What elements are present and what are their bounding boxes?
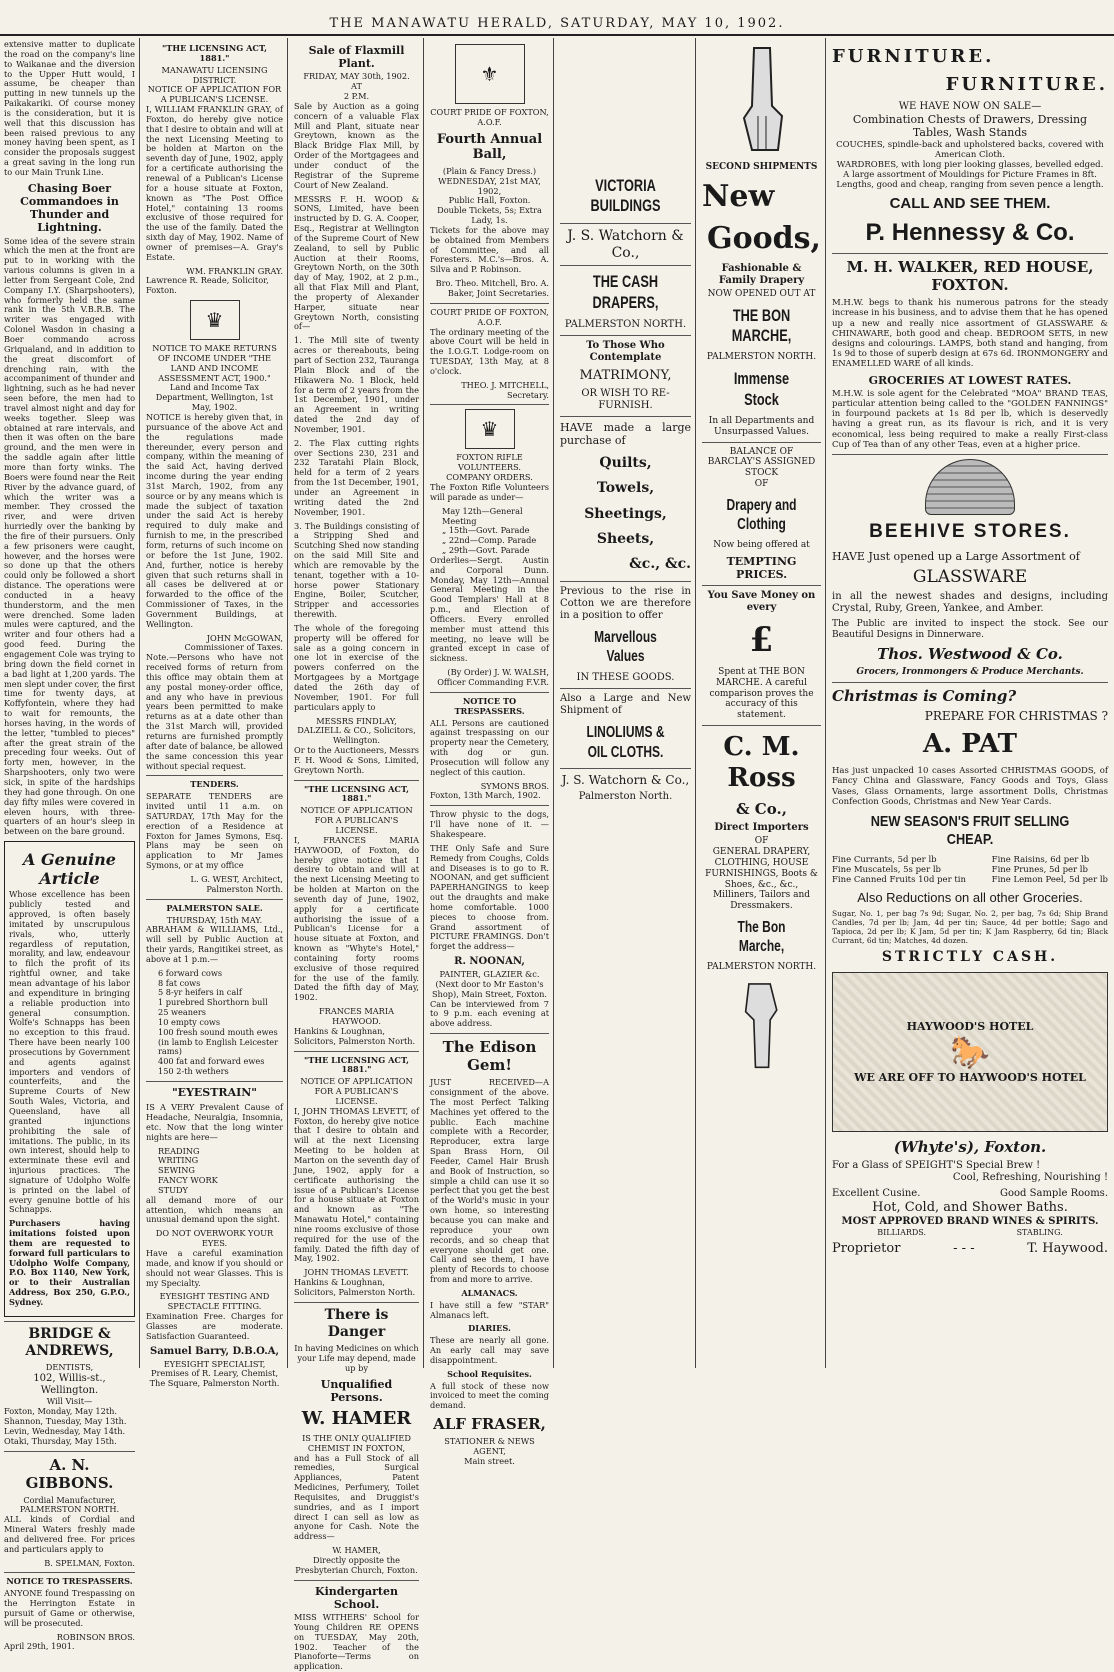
vb-goods: IN THESE GOODS. [576, 672, 675, 684]
vb-also: Also a Large and New Shipment of [560, 693, 691, 717]
price-line: Fine Raisins, 6d per lb [991, 855, 1090, 866]
pointing-hand-icon [702, 979, 821, 1069]
licensing-solicitor: Lawrence R. Reade, Solicitor, Foxton. [146, 275, 269, 296]
school-title: School Requisites. [447, 1368, 532, 1379]
bm-new: New [702, 178, 775, 214]
furniture-sale: WE HAVE NOW ON SALE— [898, 101, 1042, 113]
bm-departments: In all Departments and Unsurpassed Values. [708, 415, 815, 437]
list-item: Sheetings, [584, 505, 667, 522]
vb-name: J. S. Watchorn & Co., [567, 227, 684, 261]
bm-of: OF [754, 478, 769, 489]
illustration-sign: HAYWOOD'S HOTEL [906, 1019, 1034, 1033]
genuine-article-ad [4, 841, 135, 1317]
hamer-address: Directly opposite the Presbyterian Church, Foxton. [295, 1555, 418, 1575]
whytes-title: (Whyte's), Foxton. [893, 1137, 1047, 1156]
eyestrain-warning: DO NOT OVERWORK YOUR EYES. [155, 1228, 274, 1249]
schedule-line: Levin, Wednesday, May 14th. [4, 1425, 126, 1436]
gibbons-title: A. N. GIBBONS. [25, 1455, 114, 1492]
school-body: A full stock of these now invoiced to meet the coming demand. [430, 1380, 549, 1411]
vb-marvellous: Marvellous Values [594, 629, 657, 666]
list-item: 25 weaners [158, 1007, 206, 1018]
licensing2-body: I, FRANCES MARIA HAYWOOD, of Foxton, do hereby give notice that I desire to obtain and will at the next Licensing Meeting to be holden at Marton on the seventh day of June, 1902, apply for a certificate authorising the issue of a Publican's License for a house situate at Foxton, and known as "Whyte's Hotel," containing forty rooms exclusive of those required for the use of the family. Dated the fifth day of May, 1902. [294, 834, 419, 1003]
dentist-title: BRIDGE & ANDREWS, [25, 1325, 114, 1359]
ball-title: Fourth Annual Ball, [436, 131, 543, 163]
licensing3-notice: NOTICE OF APPLICATION FOR A PUBLICAN'S LICENSE. [300, 1076, 413, 1106]
trespass-date: April 29th, 1901. [4, 1641, 75, 1652]
trespass-body: ANYONE found Trespassing on the Herrington Estate in pursuit of Game or otherwise, will be prosecuted. [4, 1588, 135, 1628]
licensing-title: "THE LICENSING ACT, 1881." [162, 43, 267, 63]
hamer-sub: IS THE ONLY QUALIFIED CHEMIST IN FOXTON, [302, 1432, 411, 1453]
flax-body: Sale by Auction as a going concern of a valuable Flax Mill and Plant, situate near Greytown, known as the Black Bridge Flax Mill, by Order of the Mortgagees and under conduct of the Registrar of the Supreme Court of New Zealand. [294, 100, 419, 190]
furniture-mouldings: A large assortment of Mouldings for Picture Frames in 8ft. Lengths, good and cheap, ranging from seven pence a length. [836, 170, 1104, 191]
pound-icon: £ [749, 620, 774, 661]
gibbons-body: ALL kinds of Cordial and Mineral Waters freshly made and delivered free. For prices and particulars apply to [4, 1514, 135, 1554]
eyestrain-list [146, 1147, 283, 1196]
column-3 [290, 38, 424, 1672]
list-item: 10 empty cows [158, 1016, 221, 1027]
tax-body: NOTICE is hereby given that, in pursuance of the above Act and the regulations made thereunder, every person and company, within the meaning of the said Act, having derived income during the year ending 31st March, 1902, from any source or by any means which is made the subject of taxation under the said Act is hereby required to duly make and furnish to me, in the prescribed form, returns of such income on or before the 1st June, 1902. And, further, notice is hereby given that such returns shall in all cases be delivered at or forwarded to the office of the Commissioner of Taxes, in the Government Buildings, at Wellington. [146, 412, 283, 629]
proprietor-label: Proprietor [832, 1241, 901, 1257]
licensing-district: MANAWATU LICENSING DISTRICT. [161, 64, 268, 85]
sale-body: ABRAHAM & WILLIAMS, Ltd., will sell by Public Auction at their yards, Rangitikei street, as above at 1 p.m.— [146, 924, 283, 964]
eyestrain-body: IS A VERY Prevalent Cause of Headache, Neuralgia, Insomnia, etc. Now that the long winter nights are here— [146, 1102, 283, 1142]
pointing-hand-icon [702, 46, 821, 156]
noonan-body: THE Only Safe and Sure Remedy from Coughs, Colds and Diseases is to go to R. NOONAN, and get sufficient PAPERHANGINGS to keep out the draughts and make home comfortable. 1000 pieces to choose from. Grand assortment of PICTURE FRAMINGS. Don't forget the address— [430, 842, 549, 952]
ball-place: Public Hall, Foxton. [448, 195, 531, 206]
groceries-body: M.H.W. is sole agent for the Celebrated "MOA" BRAND TEAS, particular attention being called to the "GOLDEN FANNINGS" in fourpound packets at 1s 8d per lb, which is deservedly having a great run, as its flavour is rich, and it is very economical, less being required to make a really First-class Cup of Tea than of any other Teas, even at a higher price. [832, 388, 1108, 450]
sale-items [146, 969, 283, 1077]
licensing2-solicitor: Hankins & Loughnan, Solicitors, Palmerston North. [294, 1025, 416, 1046]
licensing-body: I, WILLIAM FRANKLIN GRAY, of Foxton, do hereby give notice that I desire to obtain and will at the next Licensing Meeting to be holden at Marton on the seventh day of June, 1902, apply for a certificate authorising the renewal of a Publican's License for a house situate at Foxton, known as "The Post Office Hotel," containing 13 rooms exclusive of those required for the use of the family. Dated the sixth day of May, 1902. Name of owner of premises—A. Gray's Estate. [146, 104, 283, 262]
whytes-glass: For a Glass of SPEIGHT'S Special Brew ! [832, 1159, 1041, 1171]
whytes-brand: MOST APPROVED BRAND WINES & SPIRITS. [841, 1215, 1099, 1227]
licensing3-title: "THE LICENSING ACT, 1881." [304, 1054, 409, 1075]
whytes-baths: Hot, Cold, and Shower Baths. [872, 1199, 1068, 1215]
sale-date: THURSDAY, 15th MAY. [166, 914, 263, 925]
vb-previous: Previous to the rise in Cotton we are therefore in a position to offer [560, 586, 691, 622]
vb-items [560, 451, 691, 577]
ad-title: A Genuine Article [23, 850, 116, 889]
list-item: 5 8-yr heifers in calf [158, 987, 242, 998]
licensing3-signature: JOHN THOMAS LEVETT. [304, 1267, 409, 1278]
bm-place: PALMERSTON NORTH. [706, 352, 817, 363]
price-line: Fine Muscatels, 5s per lb [832, 865, 941, 876]
bm-spent: Spent at THE BON MARCHE. A careful comparison proves the accuracy of this statement. [709, 667, 814, 721]
list-item: SEWING [158, 1165, 195, 1176]
ball-date: WEDNESDAY, 21st MAY, 1902, [438, 175, 541, 196]
dentist-address: 102, Willis-st., Wellington. [33, 1373, 106, 1397]
list-item: Towels, [596, 480, 655, 497]
column-1 [0, 38, 140, 1652]
vb-cash: THE CASH DRAPERS, [592, 272, 659, 312]
ad-body: Whose excellence has been publicly tested and approved, is often basely imitated by unscrupulous rivals, who, utterly regardless of reputation, morality, and law, endeavour to filch the profit of its rightful owner, and take mean advantage of his labor and expenditure in bringing a reliable production into general consumption. Wolfe's Schnapps has been no exception to this fraud. There have been nearly 100 prosecutions by Government and agents against importers and vendors of counterfeits, and the Supreme Courts of New South Wales, Victoria, and Queensland, have all granted injunctions prohibiting the sale of imitations. The public, in its own interest, should help to exterminate these evil and injurious practices. The signature of Udolpho Wolfe is printed on the label of every genuine bottle of his Schnapps. [9, 889, 130, 1215]
list-item: 150 2-th wethers [158, 1066, 229, 1077]
ad-body-bold: Purchasers having imitations foisted upon them are requested to forward full particulars to Udolpho Wolfe Company, P.O. Box 1140, New York, or to their Australian Address, Box 250, G.P.O., Sydney. [9, 1218, 130, 1307]
beehive-public: The Public are invited to inspect the stock. See our Beautiful Designs in Dinnerware. [832, 619, 1108, 641]
flax-body-2: MESSRS F. H. WOOD & SONS, Limited, have been instructed by D. G. A. Cooper, Esq., Registrar at Wellington of the Supreme Court of New Zealand, to sell by Public Auction at their Rooms, Greytown North, on the 30th day of May, 1902, at 2 p.m., all that Flax Mill and Plant, the property of Alexander Harper, situate near Greytown North, consisting of— [294, 193, 419, 332]
licensing2-notice: NOTICE OF APPLICATION FOR A PUBLICAN'S LICENSE. [300, 805, 413, 835]
vb-contemplate: To Those Who Contemplate [586, 340, 665, 364]
hamer-signature: W. HAMER, [332, 1545, 381, 1556]
fraser-address: Main street. [464, 1455, 515, 1466]
court-title: COURT PRIDE OF FOXTON, A.O.F. [430, 107, 549, 127]
whytes-cool: Cool, Refreshing, Nourishing ! [952, 1171, 1108, 1183]
ross-of: OF [754, 836, 769, 847]
royal-crest-icon: ♛ [465, 409, 515, 449]
ross-co: & Co., [736, 800, 787, 819]
ross-place: PALMERSTON NORTH. [706, 962, 817, 973]
bm-balance: BALANCE OF BARCLAY'S ASSIGNED STOCK [707, 446, 816, 479]
bm-fashionable: Fashionable & Family Drapery [718, 262, 805, 286]
column-5 [556, 38, 696, 1368]
ross-title: C. M. Ross [723, 732, 800, 794]
schedule-line: Otaki, Thursday, May 15th. [4, 1435, 117, 1446]
kindergarten-body: MISS WITHERS' School for Young Children RE OPENS on TUESDAY, May 20th, 1902. Teacher of the Pianoforte—Terms on application. [294, 1612, 419, 1672]
tenders-title: TENDERS. [190, 779, 239, 790]
flax-time: 2 P.M. [343, 91, 370, 102]
list-item: 1. The Mill site of twenty acres or thereabouts, being part of Section 232, Tauranga Plain Block and of the Hikawera No. 1 Block, held for a term of 2 years from the 1st December, 1901, under an Agreement in writing dated the 2nd day of November, 1901. [294, 335, 419, 434]
tax-signature: JOHN McGOWAN, Commissioner of Taxes. [184, 632, 283, 653]
furniture-wardrobes: WARDROBES, with long pier looking glasses, bevelled edged. [836, 159, 1104, 170]
whytes-billiards: BILLIARDS. [877, 1227, 927, 1237]
flax-at: AT [351, 81, 362, 92]
trespass2-body: ALL Persons are cautioned against trespassing on our property near the Cemetery, with dog or gun. Prosecution will follow any neglect of this caution. [430, 717, 549, 777]
fruit-prices [832, 855, 1108, 886]
flax-title: Sale of Flaxmill Plant. [308, 44, 405, 71]
barry-address: Premises of R. Leary, Chemist, The Square, Palmerston North. [149, 1368, 280, 1389]
whytes-stabling: STABLING. [1016, 1227, 1063, 1237]
bm-name: THE BON MARCHE, [731, 305, 792, 345]
whytes-cuisine: Excellent Cusine. [832, 1187, 921, 1199]
trespass2-date: Foxton, 13th March, 1902. [430, 790, 541, 801]
beehive-title: BEEHIVE STORES. [869, 520, 1071, 542]
court2-title: COURT PRIDE OF FOXTON, A.O.F. [430, 306, 549, 327]
danger-bold: Unqualified Persons. [320, 1377, 393, 1405]
furniture-couches: COUCHES, spindle-back and upholstered backs, covered with American Cloth. [836, 139, 1104, 160]
royal-crest-icon: ♛ [190, 300, 240, 340]
list-item: Quilts, [599, 455, 652, 472]
vb-or: OR WISH TO RE-FURNISH. [581, 387, 670, 411]
eyestrain-body-3: Have a careful examination made, and know if you should or should not wear Glasses. This is my Specialty. [146, 1248, 283, 1288]
vb-signature: J. S. Watchorn & Co., [561, 772, 690, 787]
xmas-title: Christmas is Coming? [832, 686, 1017, 705]
trespass2-signature: SYMONS BROS. [480, 780, 549, 791]
flax-signature: MESSRS FINDLAY, DALZIELL & CO., Solicitors, Wellington. [297, 715, 416, 746]
vb-linoliums: LINOLIUMS & OIL CLOTHS. [586, 724, 665, 761]
gibbons-sub: Cordial Manufacturer, PALMERSTON NORTH. [19, 1494, 120, 1515]
list-item: 400 fat and forward ewes [158, 1056, 265, 1067]
illustration-caption: WE ARE OFF TO HAYWOOD'S HOTEL [854, 1071, 1086, 1085]
licensing3-solicitor: Hankins & Loughnan, Solicitors, Palmerston North. [294, 1277, 416, 1297]
bm-stock: Immense Stock [733, 369, 790, 409]
fraser-title: ALF FRASER, [433, 1415, 546, 1434]
beehive-body: HAVE Just opened up a Large Assortment of [832, 549, 1080, 563]
furniture-title: FURNITURE. [832, 46, 995, 67]
rifle-sub: COMPANY ORDERS. [446, 472, 533, 483]
danger-title: There is Danger [324, 1306, 389, 1340]
ball-signature: Bro. Theo. Mitchell, Bro. A. Baker, Joint Secretaries. [435, 278, 549, 298]
westwood-sub: Grocers, Ironmongers & Produce Merchants. [856, 666, 1084, 677]
vb-matrimony: MATRIMONY, [579, 368, 672, 384]
bm-drapery: Drapery and Clothing [726, 496, 797, 533]
barry-title: Samuel Barry, D.B.O.A, [149, 1345, 280, 1357]
quote: Throw physic to the dogs, I'll have none of it. —Shakespeare. [430, 809, 549, 839]
walker-title: M. H. WALKER, RED HOUSE, FOXTON. [846, 258, 1094, 295]
vb-signature-place: Palmerston North. [578, 791, 673, 803]
beehive-icon [925, 459, 1015, 515]
noonan-title: R. NOONAN, [454, 956, 525, 968]
hamer-body: and has a Full Stock of all remedies, Surgical Appliances, Patent Medicines, Perfumery, Toilet Requisites, and Druggist's sundries, and as I import direct I can sell as low as anyone for Cash. Note the address— [294, 1452, 419, 1542]
dentist-visit: Will Visit— [46, 1396, 93, 1407]
list-item: „ 22nd—Comp. Parade [442, 535, 537, 546]
tax-title: NOTICE TO MAKE RETURNS OF INCOME UNDER "THE LAND AND INCOME ASSESSMENT ACT, 1900." [152, 343, 277, 383]
price-line: Fine Canned Fruits 10d per tin [832, 875, 966, 886]
trespass-signature: ROBINSON BROS. [56, 1631, 135, 1642]
bm-save: You Save Money on every [707, 590, 816, 614]
eyestrain-body-2: all demand more of our attention, which means an unusual demand upon the sight. [146, 1194, 283, 1225]
beehive-desc: in all the newest shades and designs, including Crystal, Ruby, Green, Yankee, and Amber. [832, 591, 1108, 615]
vb-have: HAVE made a large purchase of [560, 420, 691, 447]
ball-sub: (Plain & Fancy Dress.) [442, 165, 537, 176]
ross-bonmarche: The Bon Marche, [737, 919, 786, 956]
bm-offered: Now being offered at [713, 540, 810, 551]
hennessy-title: P. Hennessy & Co. [865, 218, 1075, 246]
whytes-features [832, 1188, 1108, 1200]
list-item: „ 15th—Govt. Parade [442, 525, 530, 536]
column-6 [698, 38, 826, 1368]
list-item: &c., &c. [629, 555, 691, 572]
hamer-title: W. HAMER [301, 1408, 412, 1430]
bm-goods: Goods, [707, 220, 821, 256]
list-item: 8 fat cows [158, 977, 201, 988]
cash-title: STRICTLY CASH. [881, 949, 1059, 966]
reductions-title: Also Reductions on all other Groceries. [857, 889, 1083, 905]
noonan-sub: PAINTER, GLAZIER &c. [439, 969, 540, 980]
licensing2-signature: FRANCES MARIA HAYWOOD. [319, 1006, 394, 1026]
vb-title: VICTORIA BUILDINGS [590, 176, 661, 216]
proprietor-dash: - - - [953, 1241, 975, 1257]
ball-body: Tickets for the above may be obtained from Members of Committee, and all Foresters. M.C.'s—Bros. A. Silva and P. Robinson. [430, 224, 549, 275]
edison-title: The Edison Gem! [442, 1038, 537, 1075]
article-intro: extensive matter to duplicate the road on the company's line to Waikanae and the diversion to the Upper Hutt would, I assume, be cheaper than putting in new tunnels up the Paikakariki. Of course money is the consideration, but it is well that this discussion has been raised previous to any money having been spent, as I consider the proposals suggest a great saving in the long run to our Main Trunk Line. [4, 39, 135, 177]
noonan-address: (Next door to Mr Easton's Shop), Main Street, Foxton. [431, 978, 548, 999]
flax-body-3: The whole of the foregoing property will be offered for sale as a going concern in one lot in exercise of the powers conferred on the Mortgagees by a Mortgage dated the 26th day of November, 1901. For full particulars apply to [294, 622, 419, 712]
tax-note: Note.—Persons who have not received forms of return from this office may obtain them at any postal money-order office, and any who have in previous years been permitted to make returns as at a date other than the 31st March will, provided returns are furnished promptly after date of balance, be allowed the same concession this year without special request. [146, 652, 283, 771]
groceries-title: GROCERIES AT LOWEST RATES. [868, 373, 1072, 387]
almanac-title: ALMANACS. [461, 1287, 518, 1298]
list-item: 3. The Buildings consisting of a Stripping Shed and Scutching Shed now standing on the said Mill Site and which are removable by the tenant, together with a 10-horse power Stationary Engine, Boiler, Scutcher, Stripper and accessories therewith. [294, 520, 419, 620]
tenders-body: SEPARATE TENDERS are invited until 11 a.m. on SATURDAY, 17th May for the erection of a Residence at Foxton for James Symons, Esq. Plans may be seen on application to Mr James Symons, or at my office [146, 791, 283, 871]
list-item: Sheets, [596, 530, 655, 547]
court2-signature: THEO. J. MITCHELL, Secretary. [461, 379, 549, 400]
list-item: FANCY WORK [158, 1175, 218, 1186]
masthead: THE MANAWATU HERALD, SATURDAY, MAY 10, 1902. [0, 0, 1114, 36]
diaries-title: DIARIES. [468, 1323, 511, 1334]
list-item: 100 fresh sound mouth ewes (in lamb to English Leicester rams) [158, 1026, 279, 1057]
tenders-signature: L. G. WEST, Architect, Palmerston North. [190, 873, 283, 894]
fraser-sub: STATIONER & NEWS AGENT, [444, 1436, 535, 1456]
danger-body: In having Medicines on which your Life may depend, made up by [294, 1343, 419, 1374]
bm-open: NOW OPENED OUT AT [707, 288, 816, 299]
bm-shipments: SECOND SHIPMENTS [705, 162, 818, 172]
rifle-title: FOXTON RIFLE VOLUNTEERS. [456, 452, 523, 473]
walker-body: M.H.W. begs to thank his numerous patrons for the steady increase in his business, and to advise them that he has opened up a new and really nice assortment of GLASSWARE & CHINAWARE, both good and cheap. BEDROOM SETS, in new designs and colourings. LAMPS, both stand and hanging, from 1s 9d to those of superb design at 67s 6d. IRONMONGERY and ENAMELLED WARE of all kinds. [832, 298, 1108, 370]
eyestrain-specialty: EYESIGHT TESTING AND SPECTACLE FITTING. [159, 1291, 270, 1312]
pat-title: A. PAT [922, 729, 1018, 760]
eyestrain-body-4: Examination Free. Charges for Glasses are moderate. Satisfaction Guaranteed. [146, 1311, 283, 1341]
rifle-list [430, 507, 549, 556]
licensing3-body: I, JOHN THOMAS LEVETT, of Foxton, do hereby give notice that I desire to obtain and will at the next Licensing Meeting to be holden at Marton on the seventh day of June, 1902, apply for a certificate authorising the issue of a Publican's License for a house situate at Foxton and known as "The Manawatu Hotel," containing nine rooms exclusive of those required for the use of the family. Dated the fifth day of May, 1902. [294, 1105, 419, 1264]
whytes-rooms: Good Sample Rooms. [1000, 1187, 1108, 1199]
price-line: Fine Prunes, 5d per lb [991, 865, 1088, 876]
court2-body: The ordinary meeting of the above Court will be held in the I.O.G.T. Lodge-room on TUESDAY, 13th May, at 8 o'clock. [430, 326, 549, 376]
ross-body: GENERAL DRAPERY, CLOTHING, HOUSE FURNISHINGS, Boots & Shoes, &c., &c., Milliners, Tailors and Dressmakers. [705, 847, 818, 912]
article-title: Chasing Boer Commandoes in Thunder and Lightning. [20, 181, 119, 235]
dentist-schedule [4, 1407, 135, 1446]
whytes-proprietor [832, 1241, 1108, 1257]
article-body: Some idea of the severe strain which the men at the front are put to in working with the various columns is given in a letter from Sergeant Cole, 2nd Company I.Y. (Sharpshooters), who formerly held the same rank in the 5th V.B.R.B. The writer was engaged with Colonel Wasdon in chasing a Boer commando across Griqualand, and in addition to the great discomfort of drenching rain, with the accompaniment of thunder and lightning, such as he had never seen before, the men had to travel almost night and day for weeks together. Sleep was obtained at rare intervals, and then it was often on the bare ground, and the men were in the saddle again after little more than forty winks. The Boers were found near the Reit River by the advance guard, of which the writer was a member. They crossed the river, and were driven hurriedly over the banking by the fire of their pursuers. Only a few prisoners were caught, however, and the horses were so done up that the others could only be followed a short distance. The operations were conducted in a heavy thunderstorm, and the men were drenched. Some laden mules were captured, and the writer and four others had a good feed. During the engagement Cole was trying to bring down the field cornet in a bad light at 1,200 yards. The men slept under cover, the first time for twenty days, at Koffyfontein, where they had to wait for remounts, the horses having, in the words of the letter, "tumbled to pieces" after the great strain of the preceding four weeks. Out of forty men, however, in the Sharpshooters, only two were sick, in spite of the hardships they had gone through. On one day fifty miles were covered in eleven hours, with three-quarters of an hour's sleep in between on the bare ground. [4, 235, 135, 837]
trespass2-title: NOTICE TO TRESPASSERS. [454, 695, 525, 716]
proprietor-name: T. Haywood. [1027, 1241, 1108, 1257]
flax-date: FRIDAY, MAY 30th, 1902. [303, 71, 410, 82]
price-line: Fine Lemon Peel, 5d per lb [991, 875, 1108, 886]
edison-body: JUST RECEIVED—A consignment of the above. The most Perfect Talking Machines yet offered to the public. Each machine complete with a Recorder, Reproducer, extra large Span Brass Horn, Oil Feeder, Camel Hair Brush and Book of Instruction, so simple a child can use it so perfect that you get the best of the World's music in your own home, so interesting because you can make and reproduce your own records, and so cheap that everyone should get one. Call and see them, I have plenty of Records to choose from and more to arrive. [430, 1077, 549, 1285]
westwood-title: Thos. Westwood & Co. [877, 644, 1063, 663]
gibbons-signature: B. SPELMAN, Foxton. [44, 1557, 135, 1568]
list-item: May 12th—General Meeting [442, 505, 523, 526]
trespass-title: NOTICE TO TRESPASSERS. [6, 1576, 133, 1587]
reductions-body: Sugar, No. 1, per bag 7s 9d; Sugar, No. 2, per bag, 7s 6d; Ship Brand Candles, 7d per lb; Jam, 4d per tin; Sauce, 4d per bottle; Sago and Tapioca, 2d per lb; K Jam, 5d per tin; K Jam Raspberry, 6d tin; Black Currant, 6d tin; Matches, 4d dozen. [832, 909, 1108, 946]
whytes-amenities [832, 1228, 1108, 1238]
list-item: STUDY [158, 1184, 188, 1195]
bm-tempting: TEMPTING PRICES. [726, 554, 797, 582]
dentist-sub: DENTISTS, [45, 1362, 94, 1373]
xmas-prepare: PREPARE FOR CHRISTMAS ? [924, 708, 1108, 723]
list-item: „ 29th—Govt. Parade [442, 545, 530, 556]
diaries-body: These are nearly all gone. An early call may save disappointment. [430, 1335, 549, 1365]
barry-sub: EYESIGHT SPECIALIST, [163, 1358, 266, 1369]
furniture-call: CALL AND SEE THEM. [889, 194, 1051, 212]
sale-title: PALMERSTON SALE. [166, 902, 263, 913]
price-line: Fine Currants, 5d per lb [832, 855, 937, 866]
list-item: WRITING [158, 1155, 199, 1166]
licensing-notice: NOTICE OF APPLICATION FOR A PUBLICAN'S LICENSE. [147, 84, 282, 105]
rifle-signature: (By Order) J. W. WALSH, Officer Commanding F.V.R. [437, 667, 549, 687]
list-item: 6 forward cows [158, 967, 223, 978]
flax-signature-2: Or to the Auctioneers, Messrs F. H. Wood & Sons, Limited, Greytown North. [294, 745, 419, 775]
column-4 [426, 38, 554, 1466]
furniture-list: Combination Chests of Drawers, Dressing Tables, Wash Stands [852, 113, 1088, 140]
noonan-note: Can be interviewed from 7 to 9 p.m. each evening at above address. [430, 998, 549, 1029]
column-7 [828, 38, 1112, 1368]
column-2 [142, 38, 288, 1389]
vb-place: PALMERSTON NORTH. [564, 319, 687, 331]
schedule-line: Shannon, Tuesday, May 13th. [4, 1415, 127, 1426]
almanac-body: I have still a few "STAR" Almanacs left. [430, 1299, 549, 1320]
fruit-title: NEW SEASON'S FRUIT SELLING CHEAP. [870, 813, 1070, 849]
coach-illustration [832, 972, 1108, 1132]
list-item: 2. The Flax cutting rights over Sections 230, 231 and 232 Taratahi Plain Block, held for a term of 2 years from the 1st December, 1901, under an Agreement in writing dated the 2nd November, 1901. [294, 437, 419, 517]
licensing-signature: WM. FRANKLIN GRAY. [186, 265, 283, 276]
kindergarten-title: Kindergarten School. [315, 1584, 398, 1611]
beehive-glassware: GLASSWARE [912, 566, 1028, 587]
royal-crest-icon: ⚜ [455, 44, 525, 104]
schedule-line: Foxton, Monday, May 12th. [4, 1406, 118, 1417]
eyestrain-title: "EYESTRAIN" [171, 1086, 258, 1099]
furniture-title-2: FURNITURE. [945, 73, 1108, 95]
list-item: READING [158, 1145, 200, 1156]
ball-tickets: Double Tickets, 5s; Extra Lady, 1s. [437, 205, 542, 226]
ross-direct: Direct Importers [714, 822, 809, 834]
coach-icon: 🐎 [950, 1032, 990, 1071]
rifle-body-2: Orderlies—Sergt. Austin and Corporal Dunn. Monday, May 12th—Annual General Meeting in the Good Templars' Hall at 8 p.m., and Election of Officers. Every enrolled member must attend this meeting, no leave will be granted except in case of sickness. [430, 554, 549, 664]
tax-department: Land and Income Tax Department, Wellington, 1st May, 1902. [155, 382, 274, 413]
pat-body: Has just unpacked 10 cases Assorted CHRISTMAS GOODS, of Fancy China and Glassware, Fancy Goods and Toys, Glass Vases, Glass Ornaments, large assortment Dolls, Christmas Confection Goods, Christmas and New Year Cards. [832, 766, 1108, 807]
rifle-body: The Foxton Rifle Volunteers will parade as under— [430, 481, 549, 502]
list-item: 1 purebred Shorthorn bull [158, 997, 268, 1008]
licensing2-title: "THE LICENSING ACT, 1881." [304, 783, 409, 804]
